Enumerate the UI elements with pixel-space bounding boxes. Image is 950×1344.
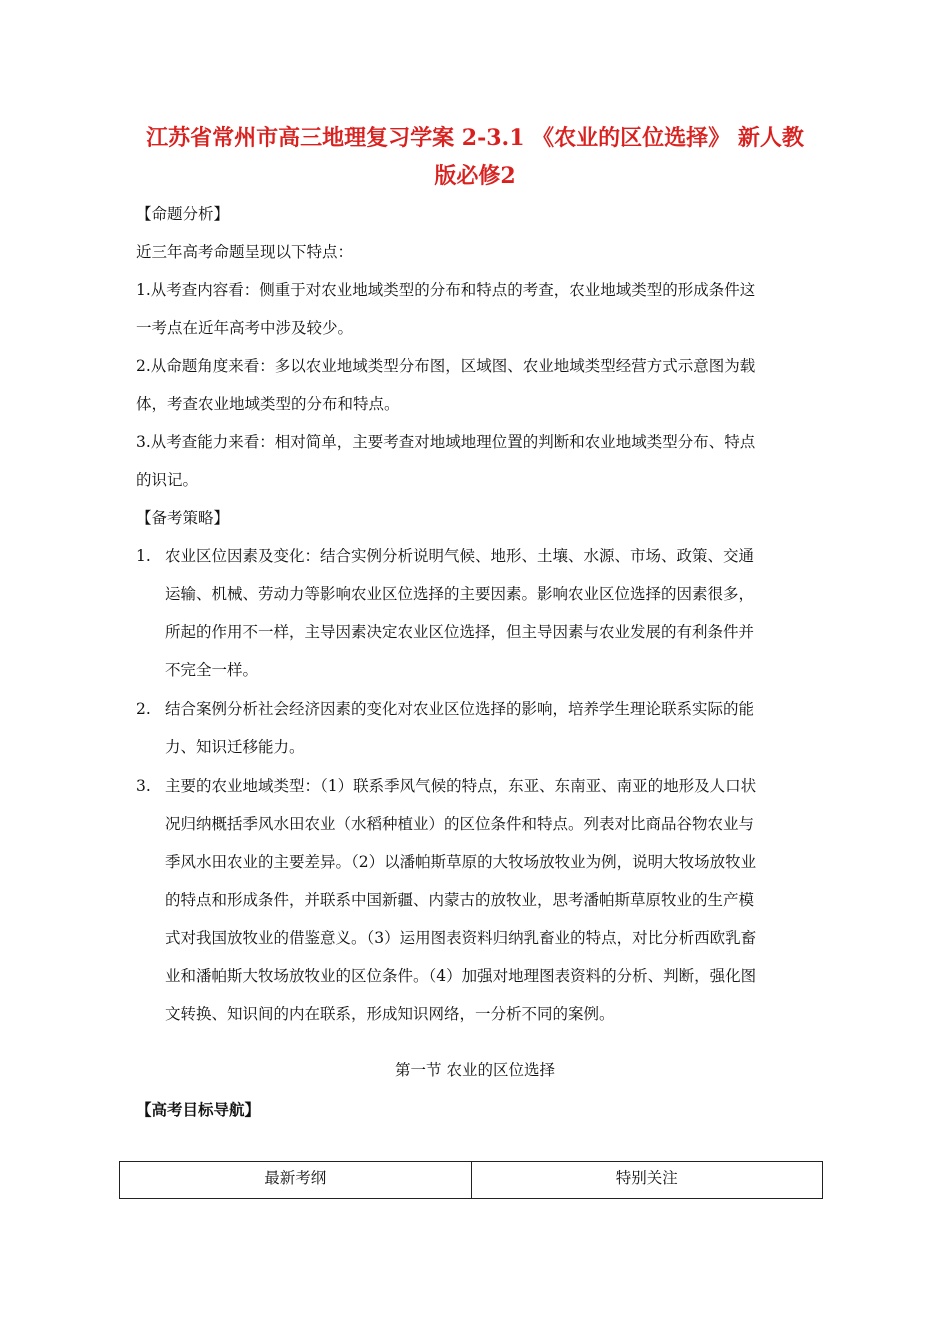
analysis-line: 的识记。 <box>136 471 199 489</box>
analysis-line: 一考点在近年高考中涉及较少。 <box>136 319 354 337</box>
strategy-heading: 【备考策略】 <box>136 509 230 527</box>
analysis-heading: 【命题分析】 <box>136 205 230 223</box>
analysis-line: 1.从考查内容看：侧重于对农业地域类型的分布和特点的考查，农业地域类型的形成条件这 <box>136 281 756 299</box>
strategy-item-line: 力、知识迁移能力。 <box>165 738 305 756</box>
strategy-item-number: 3. <box>136 777 151 795</box>
strategy-item-line: 季风水田农业的主要差异。（2）以潘帕斯草原的大牧场放牧业为例，说明大牧场放牧业 <box>165 853 757 871</box>
strategy-item-line: 主要的农业地域类型：（1）联系季风气候的特点，东亚、东南亚、南亚的地形及人口状 <box>165 777 757 795</box>
strategy-item-line: 不完全一样。 <box>165 661 259 679</box>
table-header-latest-syllabus: 最新考纲 <box>120 1162 472 1199</box>
strategy-item-line: 文转换、知识间的内在联系，形成知识网络，一分析不同的案例。 <box>165 1005 615 1023</box>
goal-heading: 【高考目标导航】 <box>136 1100 261 1119</box>
strategy-item-line: 的特点和形成条件，并联系中国新疆、内蒙古的放牧业，思考潘帕斯草原牧业的生产模 <box>165 891 755 909</box>
strategy-item-line: 所起的作用不一样，主导因素决定农业区位选择，但主导因素与农业发展的有利条件并 <box>165 623 755 641</box>
document-title-line-2: 版必修2 <box>434 163 516 189</box>
strategy-item-line: 农业区位因素及变化：结合实例分析说明气候、地形、土壤、水源、市场、政策、交通 <box>165 547 755 565</box>
strategy-item-number: 1. <box>136 547 151 565</box>
document-title-line-1: 江苏省常州市高三地理复习学案 2-3.1 《农业的区位选择》 新人教 <box>146 125 804 151</box>
analysis-line: 3.从考查能力来看：相对简单，主要考查对地域地理位置的判断和农业地域类型分布、特点 <box>136 433 756 451</box>
table-header-special-attention: 特别关注 <box>471 1162 823 1199</box>
strategy-item-line: 况归纳概括季风水田农业（水稻种植业）的区位条件和特点。列表对比商品谷物农业与 <box>165 815 755 833</box>
analysis-line: 体，考查农业地域类型的分布和特点。 <box>136 395 400 413</box>
strategy-item-line: 式对我国放牧业的借鉴意义。（3）运用图表资料归纳乳畜业的特点，对比分析西欧乳畜 <box>165 929 757 947</box>
section-title: 第一节 农业的区位选择 <box>395 1061 555 1079</box>
strategy-item-line: 运输、机械、劳动力等影响农业区位选择的主要因素。影响农业区位选择的因素很多， <box>165 585 755 603</box>
goal-table <box>119 1161 823 1199</box>
analysis-line: 2.从命题角度来看：多以农业地域类型分布图，区域图、农业地域类型经营方式示意图为载 <box>136 357 756 375</box>
table-row <box>120 1162 823 1199</box>
analysis-intro: 近三年高考命题呈现以下特点： <box>136 243 354 261</box>
strategy-item-line: 结合案例分析社会经济因素的变化对农业区位选择的影响，培养学生理论联系实际的能 <box>165 700 755 718</box>
strategy-item-number: 2. <box>136 700 151 718</box>
strategy-item-line: 业和潘帕斯大牧场放牧业的区位条件。（4）加强对地理图表资料的分析、判断，强化图 <box>165 967 757 985</box>
